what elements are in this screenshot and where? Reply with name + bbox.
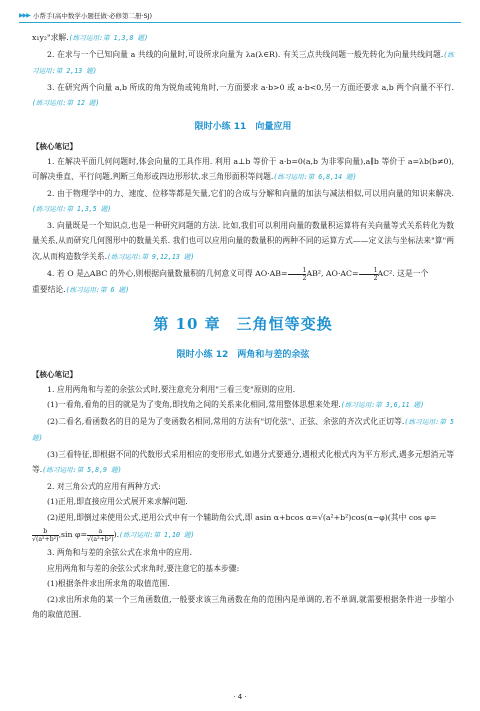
note-11-4: 4. 若 O 是△ABC 的外心,则根据向量数量积的几何意义可得 AO·AB= $\frac{1}{2}$ AB², AO·AC= $\frac{1}{2}$ AC². 这是一个 (47, 266, 429, 282)
practice-reference: (练习运用:第 2,13 题) (32, 50, 454, 75)
sqrt-expression: √(a²+b²) (317, 512, 352, 522)
practice-reference: (练习运用:第 12 题) (32, 99, 100, 107)
core-notes-heading: 【核心笔记】 (32, 369, 77, 379)
core-notes-heading: 【核心笔记】 (32, 141, 77, 151)
note-11-3: 3. 向量既是一个知识点,也是一种研究问题的方法. 比如,我们可以利用向量的数量积运算将有关向量等式关系转化为数量关系,从而研究几何图形中的数量关系. 我们也可以应用向量的数量积的两种不同的运算方式——定义法与坐标法来"算"两次,从而构造数学关系.(练习运用:第 9,12,13 题) (32, 220, 454, 261)
paragraph-angle: 3. 在研究两个向量 a,b 所成的角为锐角或钝角时,一方面要求 a·b>0 或 a·b<0,另一方面还要求 a,b 两个向量不平行.(练习运用:第 12 题) (32, 82, 454, 107)
header-title: 小帮手(高中数学小题狂做·必修第二册·SJ) (32, 11, 153, 20)
practice-reference: (练习运用:第 1,3,8 题) (68, 34, 148, 42)
practice-reference: (练习运用:第 3,6,11 题) (340, 401, 425, 409)
practice-reference: (练习运用:第 1,3,5 题) (32, 205, 112, 213)
note-12-2b-cont: $\frac{b}{\text{√(a²+b²)}}$ ,sin φ= $\frac{a}{\text{√(a²+b²)}}$ ).(练习运用:第 1,10 题) (32, 527, 195, 543)
fraction-half: $\frac{1}{2}$ (359, 267, 378, 282)
section-title-12: 限时小练 12 两角和与差的余弦 (176, 349, 310, 360)
note-12-2a: (1)正用,即直接应用公式展开来求解问题. (47, 497, 188, 506)
note-12-1a: (1)一看角,看角的目的就是为了变角,即找角之间的关系来化相同,常用整体思想来处理.(练习运用:第 3,6,11 题) (47, 400, 425, 409)
practice-reference: (练习运用:第 5,8,9 题) (42, 466, 122, 474)
paragraph-collinear: 2. 在求与一个已知向量 a 共线的向量时,可设所求向量为 λa(λ∈R). 有关三点共线问题一般先转化为向量共线问题.(练习运用:第 2,13 题) (32, 49, 454, 75)
header-arrows: ▶▶▶ (19, 11, 30, 19)
note-11-1: 1. 在解决平面几何问题时,体会向量的工具作用. 利用 a⊥b 等价于 a·b=0(a,b 为非零向量),a∥b 等价于 a=λb(b≠0),可解决垂直、平行问题,判断三角形或四边形形状,求三角形面积等问题.(练习运用:第 6,8,14 题) (32, 156, 454, 181)
note-11-4-end: 重要结论.(练习运用:第 6 题) (32, 285, 130, 294)
practice-reference: (练习运用:第 5 题) (32, 417, 454, 442)
note-12-1b: (2)二看名,看函数名的目的是为了变函数名相同,常用的方法有"切化弦"、正弦、余弦的齐次式化正切等.(练习运用:第 5 题) (32, 416, 454, 442)
note-12-3c: (2)求出所求角的某一个三角函数值,一般要求该三角函数在角的范围内是单调的,若不单调,就需要根据条件进一步缩小角的取值范围. (32, 594, 454, 619)
fraction-a: $\frac{a}{\text{√(a²+b²)}}$ (87, 527, 114, 543)
note-12-3: 3. 两角和与差的余弦公式在求角中的应用. (47, 548, 192, 557)
chapter-title: 第 10 章 三角恒等变换 (153, 314, 333, 333)
note-12-2: 2. 对三角公式的应用有两种方式: (47, 481, 161, 491)
note-12-1c: (3)三看特征,即根据不同的代数形式采用相应的变形形式,如遇分式要通分,遇根式化根式内为平方形式,遇多元想消元等等.(练习运用:第 5,8,9 题) (32, 449, 454, 474)
practice-reference: (练习运用:第 6,8,14 题) (273, 173, 357, 181)
running-header (19, 8, 461, 23)
practice-reference: (练习运用:第 9,12,13 题) (107, 252, 195, 261)
practice-reference: (练习运用:第 6 题) (65, 286, 130, 294)
note-12-2b: (2)逆用,即倒过来使用公式,逆用公式中有一个辅助角公式,即 asin α+bcos α=√(a²+b²)cos(α−φ)(其中 cos φ= (47, 512, 437, 522)
fraction-half: $\frac{1}{2}$ (288, 267, 307, 282)
note-11-2: 2. 由于物理学中的力、速度、位移等都是矢量,它们的合成与分解和向量的加法与减法相似,可以用向量的知识来解决.(练习运用:第 1,3,5 题) (32, 188, 454, 213)
note-12-3b: (1)根据条件求出所求角的取值范围. (47, 579, 170, 588)
section-title-11: 限时小练 11 向量应用 (194, 121, 292, 132)
practice-reference: (练习运用:第 1,10 题) (119, 531, 195, 539)
note-12-1: 1. 应用两角和与差的余弦公式时,要注意充分利用"三看三变"原则的应用. (47, 384, 296, 394)
note-12-3a: 应用两角和与差的余弦公式求角时,要注意它的基本步骤: (47, 563, 240, 573)
page-number: · 4 · (233, 693, 247, 701)
continued-line: x₁y₂"求解.(练习运用:第 1,3,8 题) (32, 33, 148, 42)
fraction-b: $\frac{b}{\text{√(a²+b²)}}$ (32, 527, 59, 543)
page-content (32, 30, 454, 623)
